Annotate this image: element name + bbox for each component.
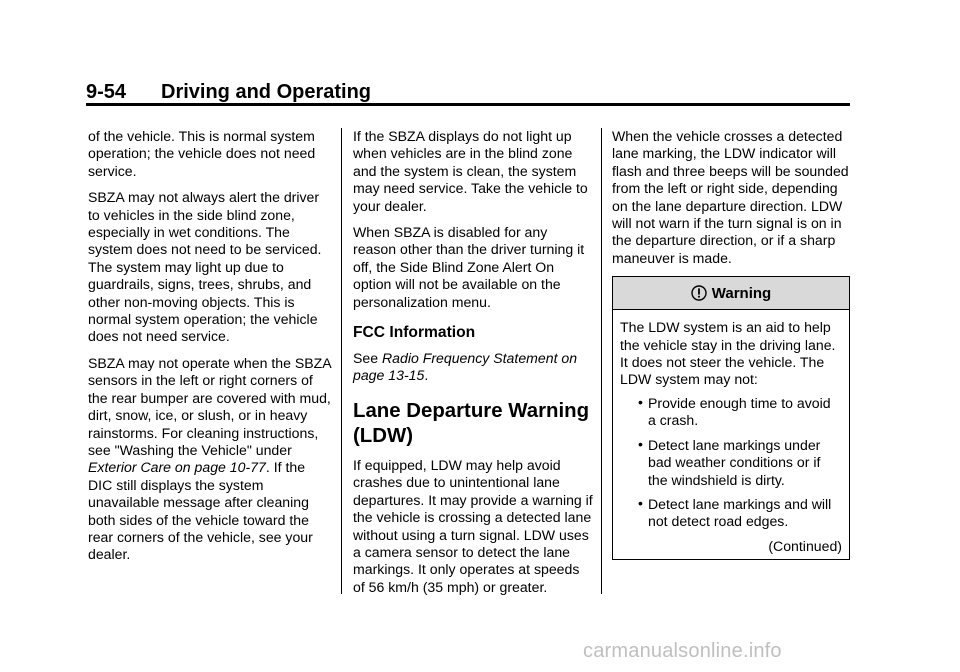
list-item [638,395,842,430]
column-1 [88,128,332,573]
warning-body [613,310,849,559]
ldw-heading: Lane Departure Warning (LDW) [353,399,590,447]
warning-icon [691,285,707,301]
warning-header [613,277,849,310]
paragraph: If the SBZA displays do not light up when vehicles are in the blind zone and the system is clean, the system may need service. Take the vehicle to your dealer. [353,128,588,214]
watermark: carmanualsonline.info [583,640,782,662]
paragraph-text: See [353,350,382,367]
paragraph [353,350,593,385]
warning-box [612,276,850,560]
header-rule [86,103,850,106]
list-item-text: Detect lane markings under bad weather conditions or if the windshield is dirty. [648,436,821,488]
column-divider [601,128,602,594]
paragraph: If equipped, LDW may help avoid crashes due to unintentional lane departures. It may provide a warning if the vehicle is crossing a detected lane without using a turn signal. LDW uses a camera sensor to detect the lane markings. It only operates at speeds of 56 km/h (35 mph) or greater. [353,456,593,595]
paragraph: When SBZA is disabled for any reason other than the driver turning it off, the Side Blind Zone Alert On option will not be available on the personalization menu. [353,224,585,310]
warning-intro: The LDW system is an aid to help the vehicle stay in the driving lane. It does not steer the vehicle. The LDW system may not: [620,319,836,388]
column-divider [341,128,342,594]
bullet: • [638,393,643,410]
column-2 [353,128,593,605]
paragraph-text: . [424,367,429,384]
fcc-heading: FCC Information [353,324,476,342]
page-number: 9-54 [86,81,127,103]
warning-title: Warning [711,284,772,302]
warning-list [620,395,842,531]
list-item-text: Detect lane markings and will not detect road edges. [648,495,832,530]
bullet: • [638,435,643,452]
page-header [86,79,850,105]
paragraph [88,355,332,564]
list-item [638,437,842,489]
column-3 [612,128,852,560]
list-item-text: Provide enough time to avoid a crash. [648,394,831,429]
paragraph: of the vehicle. This is normal system operation; the vehicle does not need service. [88,128,316,179]
section-title: Driving and Operating [161,81,372,103]
list-item [638,496,842,531]
cross-reference: Exterior Care on page 10-77 [88,459,266,476]
paragraph: SBZA may not always alert the driver to vehicles in the side blind zone, especially in wet conditions. The system does not need to be serviced. The system may light up due to guardrails, signs, trees, shrubs, and other non-moving objects. This is normal system operation; the vehicle does not need service. [88,189,322,345]
cross-reference: Radio Frequency Statement on page 13-15 [353,350,578,384]
continued-label: (Continued) [768,537,842,554]
paragraph-text: . If the DIC still displays the system unavailable message after cleaning both sides of the vehicle toward the rear corners of the vehicle, see your dealer. [88,459,313,563]
paragraph-text: SBZA may not operate when the SBZA sensors in the left or right corners of the rear bumper are covered with mud, dirt, snow, ice, or slush, or in heavy rainstorms. For cleaning instructions, see "Washing the Vehicle" under [88,354,331,458]
paragraph: When the vehicle crosses a detected lane marking, the LDW indicator will flash and three beeps will be sounded from the left or right side, depending on the lane departure direction. LDW will not warn if the turn signal is on in the departure direction, or if a sharp maneuver is made. [612,128,849,266]
bullet: • [638,494,643,511]
